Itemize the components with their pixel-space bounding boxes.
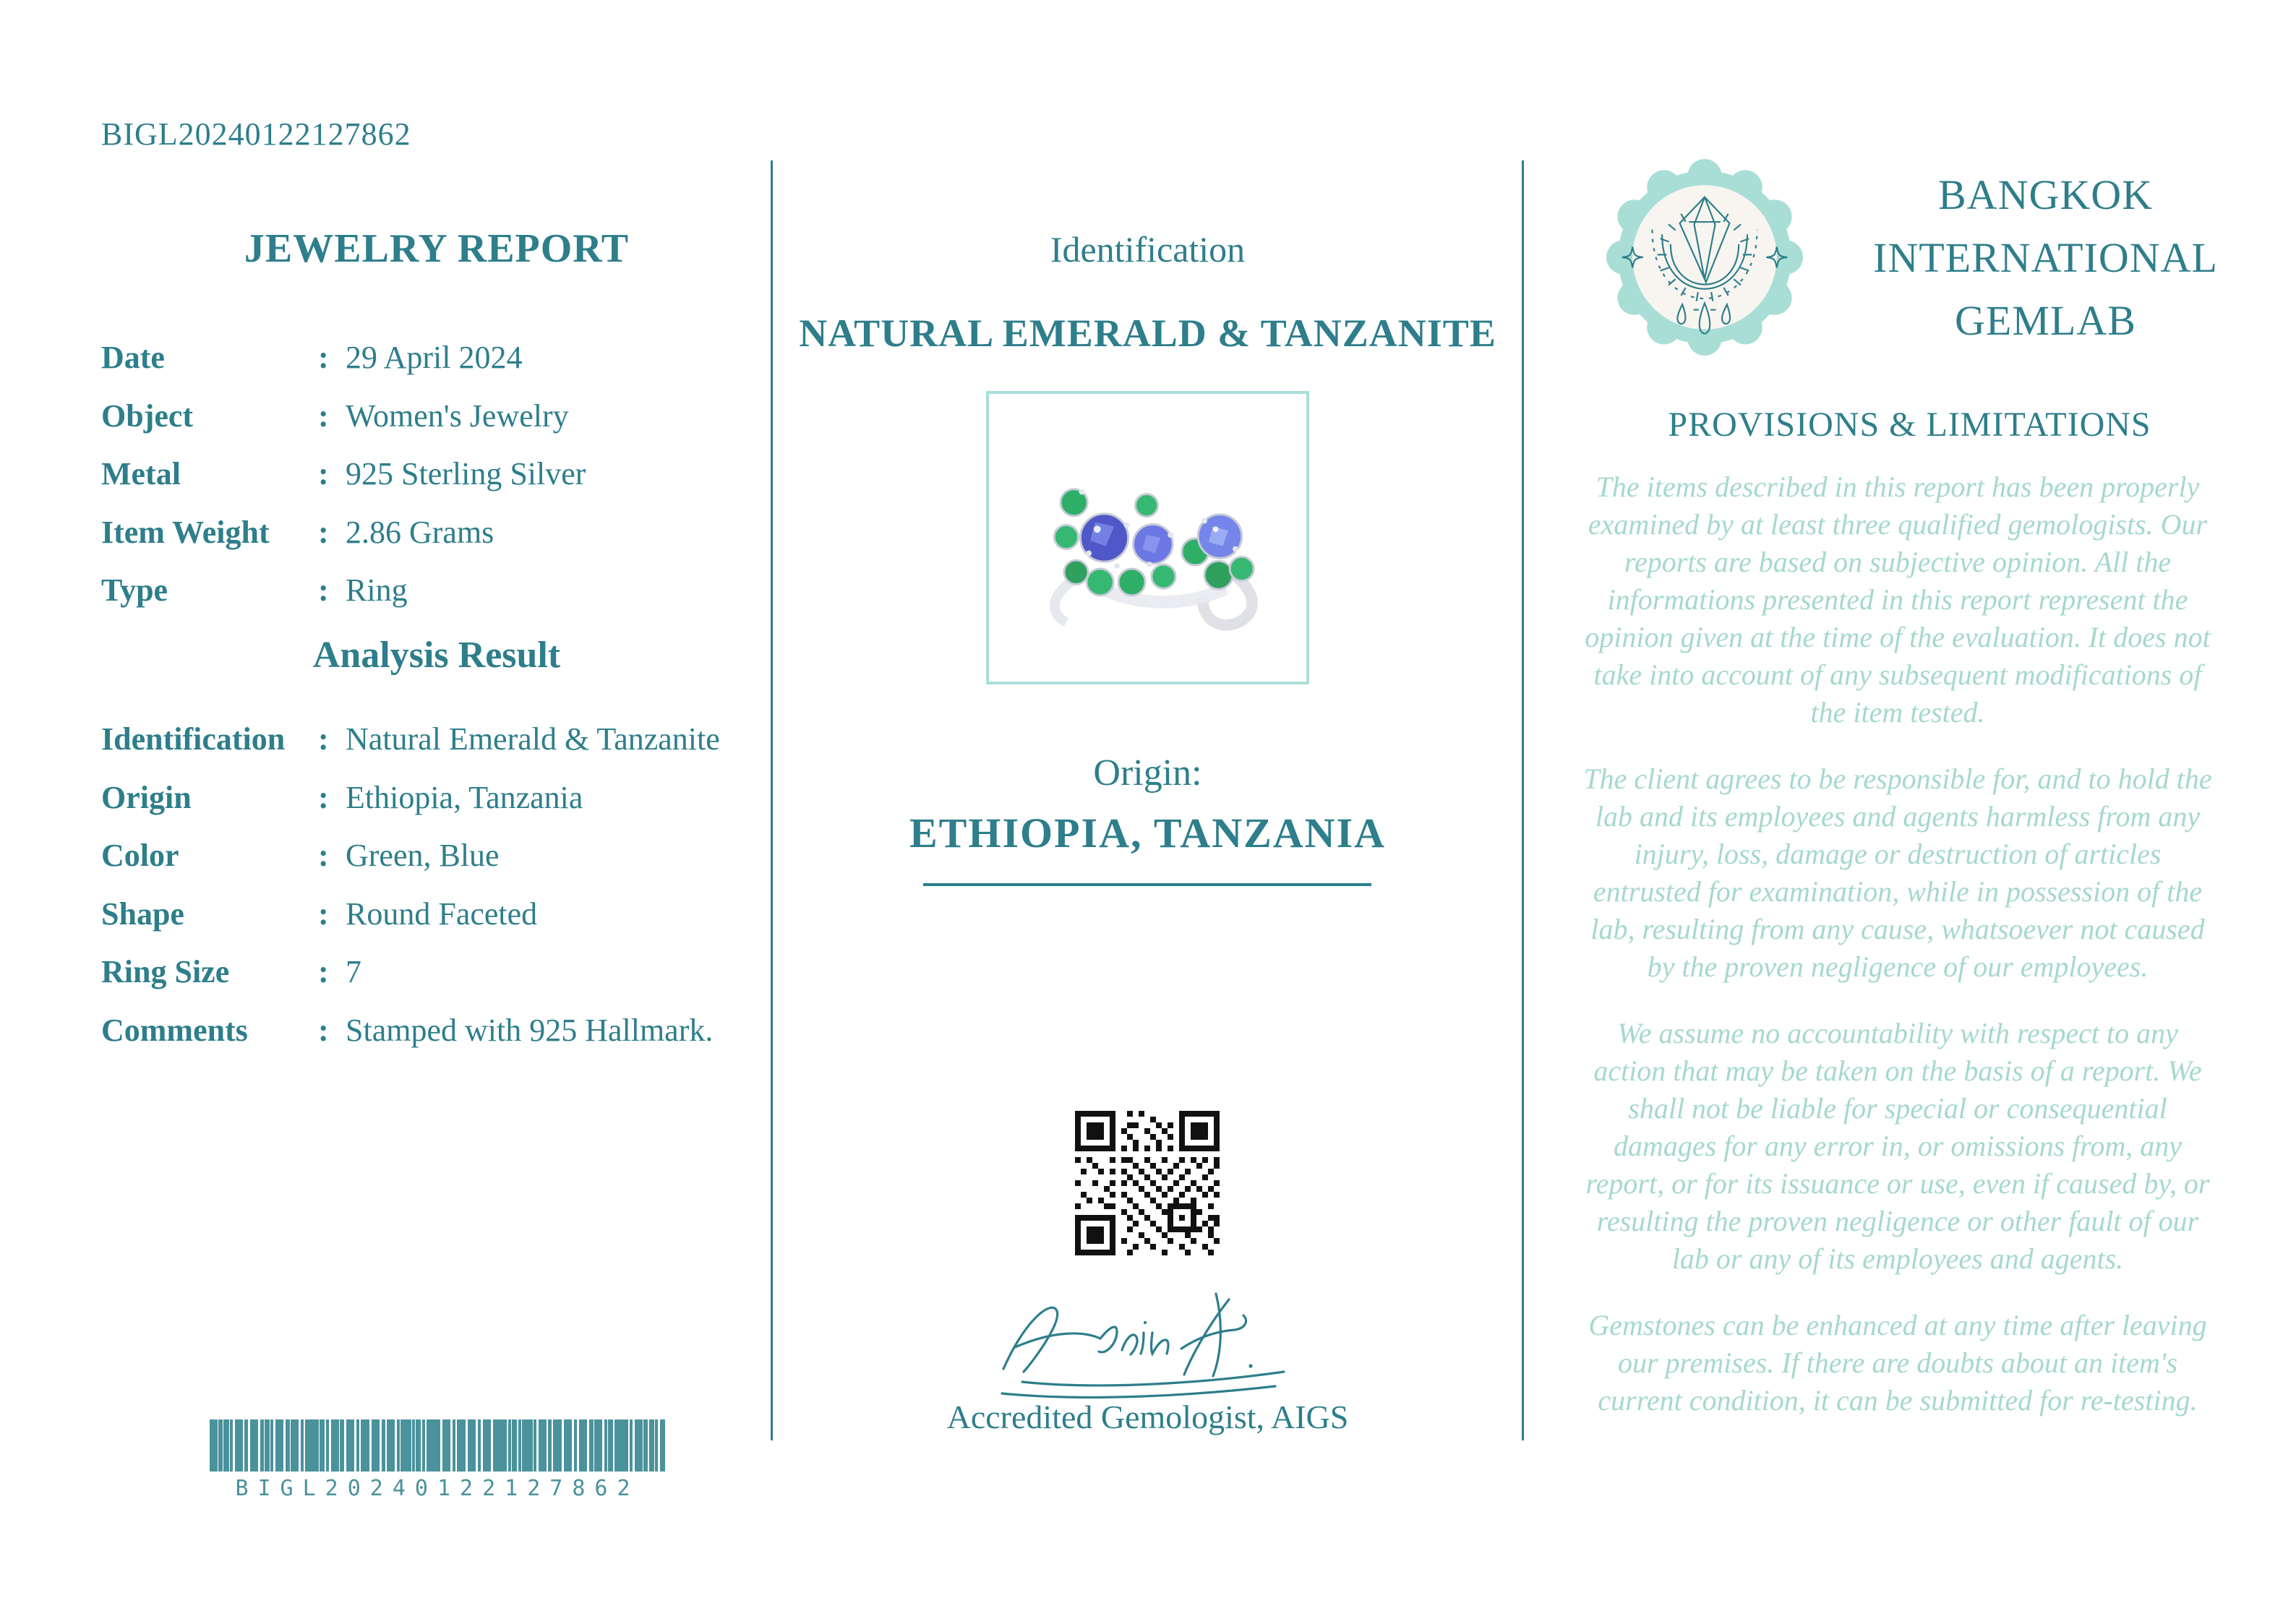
report-number: BIGL20240122127862	[101, 116, 411, 152]
provisions-paragraphs	[1580, 468, 2216, 1419]
field-label: Date	[101, 340, 165, 375]
field-colon: :	[318, 340, 329, 375]
lab-header	[1606, 159, 2256, 356]
field-row	[101, 1013, 772, 1049]
field-row	[101, 398, 772, 435]
field-row	[101, 456, 772, 493]
field-value: 2.86 Grams	[346, 514, 494, 550]
identification-result: NATURAL EMERALD & TANZANITE	[799, 312, 1496, 355]
origin-label: Origin:	[1093, 752, 1202, 794]
origin-value: ETHIOPIA, TANZANIA	[909, 809, 1387, 856]
report-details-column	[101, 0, 772, 1624]
field-value: Women's Jewelry	[346, 398, 569, 434]
field-label: Shape	[101, 895, 184, 932]
field-colon: :	[318, 895, 329, 932]
field-value: 925 Sterling Silver	[346, 456, 586, 492]
field-colon: :	[318, 456, 329, 492]
field-colon: :	[318, 572, 329, 609]
field-label: Item Weight	[101, 514, 270, 550]
report-title: JEWELRY REPORT	[244, 226, 630, 271]
lab-name-line: GEMLAB	[1955, 296, 2136, 344]
field-value: 29 April 2024	[346, 340, 523, 375]
field-row	[101, 896, 772, 933]
identification-column	[772, 0, 1523, 1624]
barcode-bars	[210, 1419, 665, 1472]
field-colon: :	[318, 514, 329, 550]
lab-name-line: INTERNATIONAL	[1873, 233, 2218, 281]
ring-photo	[993, 397, 1303, 679]
field-row	[101, 838, 772, 875]
field-value: Ring	[346, 572, 408, 609]
gemologist-signature	[989, 1281, 1307, 1404]
lab-column	[1523, 0, 2296, 1624]
lab-name-line: BANGKOK	[1938, 171, 2153, 218]
field-row	[101, 721, 772, 758]
field-value: Ethiopia, Tanzania	[346, 779, 583, 815]
field-row	[101, 572, 772, 609]
field-value: 7	[346, 954, 361, 990]
provisions-paragraph: The client agrees to be responsible for, and to hold the lab and its employees and agents harmless from any injury, loss, damage or destruction of articles entrusted for examination, while in possession of the lab, resulting from any cause, whatsoever not caused by the proven negligence of our employees.	[1583, 762, 2212, 983]
field-colon: :	[318, 398, 329, 434]
field-colon: :	[318, 779, 329, 815]
barcode-text: BIGL20240122127862	[235, 1476, 640, 1501]
field-label: Type	[101, 572, 168, 609]
field-value: Natural Emerald & Tanzanite	[346, 721, 720, 757]
field-colon: :	[318, 838, 329, 874]
field-label: Metal	[101, 456, 181, 492]
field-label: Comments	[101, 1012, 248, 1048]
qr-code	[1075, 1111, 1220, 1255]
field-row	[101, 515, 772, 551]
provisions-paragraph: Gemstones can be enhanced at any time after leaving our premises. If there are doubts about an item's current condition, it can be submitted for re-testing.	[1588, 1309, 2207, 1417]
lab-name	[1835, 163, 2256, 352]
provisions-paragraph: We assume no accountability with respect to any action that may be taken on the basis of a report. We shall not be liable for special or consequential damages for any error in, or omissions from, any report, or for its issuance or use, even if caused by, or resulting the proven negligence or other fault of our lab or any of its employees and agents.	[1585, 1017, 2210, 1275]
jewelry-photo-frame	[986, 391, 1309, 684]
field-row	[101, 340, 772, 377]
field-value: Green, Blue	[346, 838, 500, 874]
barcode	[210, 1419, 665, 1501]
field-label: Origin	[101, 779, 192, 815]
field-colon: :	[318, 1012, 329, 1048]
field-row	[101, 954, 772, 991]
provisions-title: PROVISIONS & LIMITATIONS	[1668, 405, 2151, 444]
field-label: Identification	[101, 721, 286, 757]
field-value: Stamped with 925 Hallmark.	[346, 1012, 714, 1048]
field-label: Ring Size	[101, 954, 230, 990]
identification-heading: Identification	[1050, 229, 1246, 270]
provisions-paragraph: The items described in this report has been properly examined by at least three qualified gemologists. Our reports are based on subjective opinion. All the informations presented in this report represent the opinion given at the time of the evaluation. It does not take into account of any subsequent modifications of the item tested.	[1585, 471, 2211, 729]
origin-underline	[923, 883, 1371, 886]
gemologist-line: Accredited Gemologist, AIGS	[946, 1399, 1349, 1435]
field-label: Color	[101, 838, 179, 874]
field-value: Round Faceted	[346, 895, 538, 932]
lab-logo-icon	[1606, 159, 1803, 356]
field-colon: :	[318, 721, 329, 757]
report-fields	[101, 340, 772, 1071]
analysis-result-title: Analysis Result	[312, 634, 561, 676]
field-colon: :	[318, 954, 329, 990]
field-label: Object	[101, 398, 194, 434]
field-row	[101, 780, 772, 817]
